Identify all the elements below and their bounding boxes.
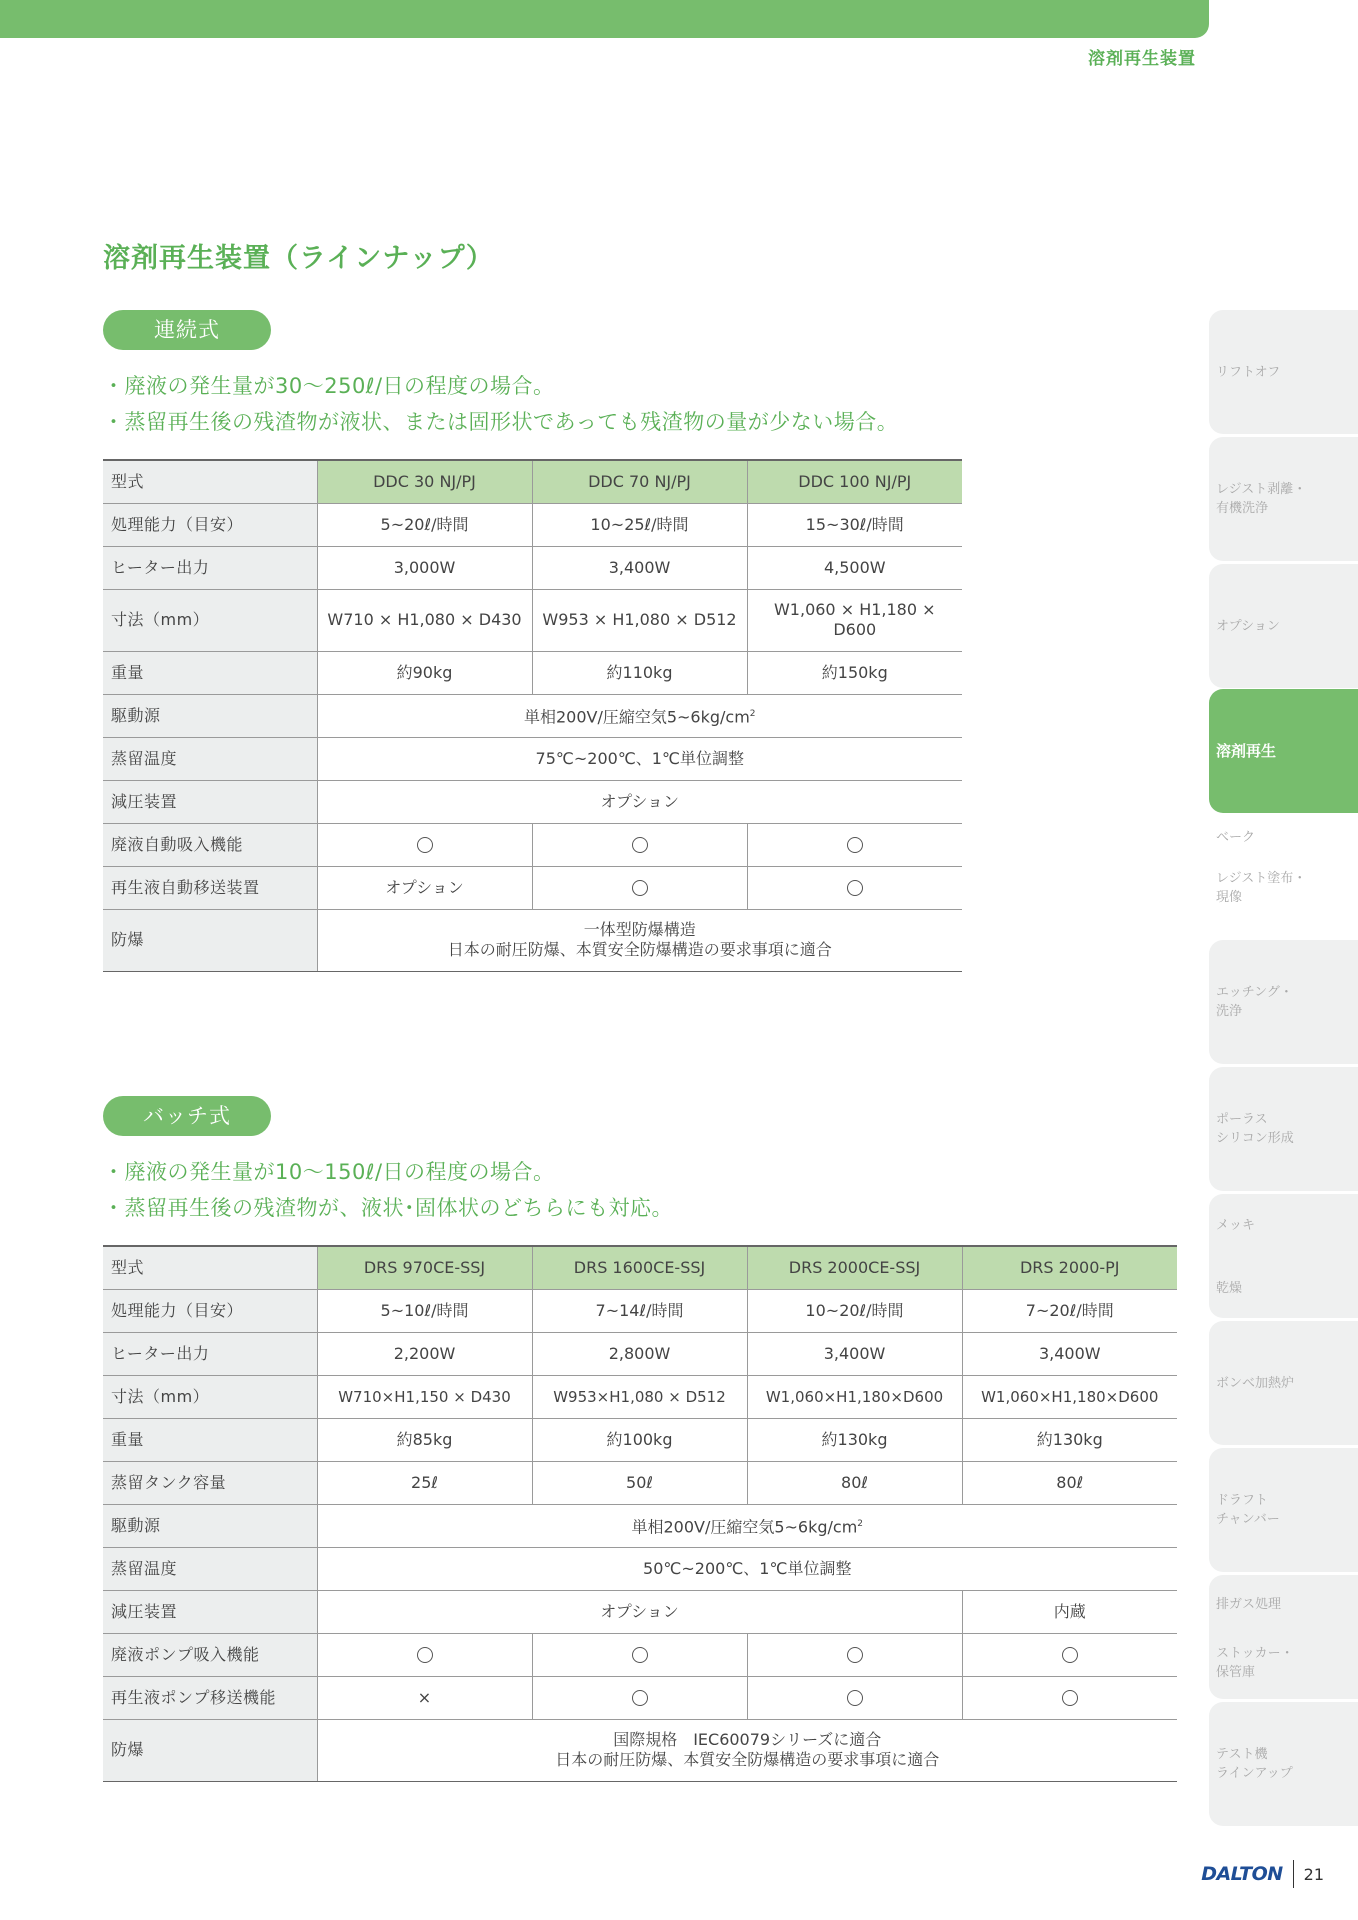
table-row bbox=[103, 1246, 1177, 1289]
model-cell: DRS 2000-PJ bbox=[962, 1246, 1177, 1289]
table-cell bbox=[317, 1633, 532, 1676]
table-row bbox=[103, 1332, 1177, 1375]
side-tab-label: レジスト剥離・ 有機洗浄 bbox=[1216, 482, 1307, 516]
bullet-line: ・廃液の発生量が30～250ℓ/日の程度の場合。 bbox=[103, 374, 555, 398]
table-cell bbox=[532, 1676, 747, 1719]
side-tab-label: オプション bbox=[1216, 618, 1280, 634]
cross-mark: × bbox=[417, 1687, 432, 1707]
footer bbox=[1201, 1860, 1324, 1888]
bullet-line: ・蒸留再生後の残渣物が、液状･固体状のどちらにも対応。 bbox=[103, 1196, 673, 1220]
drive-value: 単相200V/圧縮空気5~6kg/cm bbox=[631, 1517, 858, 1537]
table-cell: 50℃~200℃、1℃単位調整 bbox=[317, 1547, 1177, 1590]
batch-bullets bbox=[103, 1154, 673, 1226]
drive-value: 単相200V/圧縮空気5~6kg/cm bbox=[523, 707, 750, 727]
superscript: 2 bbox=[749, 708, 756, 719]
row-label: 処理能力（目安） bbox=[103, 503, 317, 546]
row-label: 重量 bbox=[103, 651, 317, 694]
row-label: 減圧装置 bbox=[103, 1590, 317, 1633]
table-cell: 約85kg bbox=[317, 1418, 532, 1461]
table-cell: オプション bbox=[317, 1590, 962, 1633]
table-row bbox=[103, 1375, 1177, 1418]
circle-mark bbox=[417, 1647, 433, 1663]
side-tab-resist-strip[interactable] bbox=[1209, 437, 1358, 561]
side-tab-label: 排ガス処理 bbox=[1216, 1597, 1282, 1612]
table-cell: W953×H1,080 × D512 bbox=[532, 1375, 747, 1418]
table-cell: オプション bbox=[317, 780, 962, 823]
table-cell bbox=[962, 1633, 1177, 1676]
batch-spec-table bbox=[103, 1245, 1177, 1782]
model-cell: DRS 2000CE-SSJ bbox=[747, 1246, 962, 1289]
table-cell bbox=[962, 1676, 1177, 1719]
table-cell: 5~20ℓ/時間 bbox=[317, 503, 532, 546]
row-label: ヒーター出力 bbox=[103, 546, 317, 589]
model-cell: DDC 70 NJ/PJ bbox=[532, 460, 747, 503]
side-tab-label: エッチング・ 洗浄 bbox=[1216, 985, 1293, 1019]
table-row bbox=[103, 503, 962, 546]
superscript: 2 bbox=[857, 1518, 864, 1529]
side-tab-label: ドラフト チャンバー bbox=[1216, 1493, 1280, 1527]
row-label: 駆動源 bbox=[103, 1504, 317, 1547]
row-label: 重量 bbox=[103, 1418, 317, 1461]
row-label: 防爆 bbox=[103, 909, 317, 971]
side-tab-label: ポーラス シリコン形成 bbox=[1216, 1112, 1294, 1146]
table-cell: 約150kg bbox=[747, 651, 962, 694]
table-row bbox=[103, 823, 962, 866]
table-row bbox=[103, 1289, 1177, 1332]
circle-mark bbox=[632, 1647, 648, 1663]
side-tab-porous-silicon[interactable] bbox=[1209, 1067, 1358, 1191]
side-tab-resist-coat[interactable] bbox=[1209, 862, 1358, 914]
table-row bbox=[103, 589, 962, 651]
table-cell bbox=[317, 1504, 1177, 1547]
table-cell: W710 × H1,080 × D430 bbox=[317, 589, 532, 651]
row-label: ヒーター出力 bbox=[103, 1332, 317, 1375]
continuous-bullets bbox=[103, 368, 898, 440]
explosion-line: 一体型防爆構造 bbox=[583, 920, 696, 939]
side-tab-plating[interactable] bbox=[1209, 1194, 1358, 1318]
row-label: 蒸留温度 bbox=[103, 1547, 317, 1590]
table-cell: 3,400W bbox=[747, 1332, 962, 1375]
continuous-type-pill: 連続式 bbox=[103, 310, 271, 350]
table-cell: W1,060×H1,180×D600 bbox=[962, 1375, 1177, 1418]
side-tab-bake[interactable] bbox=[1209, 822, 1358, 852]
page-title: 溶剤再生装置（ラインナップ） bbox=[103, 243, 494, 274]
table-cell bbox=[532, 823, 747, 866]
table-cell bbox=[317, 823, 532, 866]
table-row bbox=[103, 1461, 1177, 1504]
table-cell: 7~20ℓ/時間 bbox=[962, 1289, 1177, 1332]
table-cell: 内蔵 bbox=[962, 1590, 1177, 1633]
table-row bbox=[103, 909, 962, 971]
side-tab-solvent-recycle[interactable] bbox=[1209, 689, 1358, 813]
section-label: 溶剤再生装置 bbox=[1088, 49, 1196, 69]
table-cell: 2,800W bbox=[532, 1332, 747, 1375]
bullet-line: ・廃液の発生量が10～150ℓ/日の程度の場合。 bbox=[103, 1160, 555, 1184]
table-row bbox=[103, 651, 962, 694]
table-cell: 50ℓ bbox=[532, 1461, 747, 1504]
side-tab-liftoff[interactable] bbox=[1209, 310, 1358, 434]
table-cell: 4,500W bbox=[747, 546, 962, 589]
table-cell: 約100kg bbox=[532, 1418, 747, 1461]
table-cell bbox=[317, 909, 962, 971]
side-tab-exhaust[interactable] bbox=[1209, 1575, 1358, 1699]
model-cell: DDC 100 NJ/PJ bbox=[747, 460, 962, 503]
table-row bbox=[103, 1633, 1177, 1676]
row-label: 再生液ポンプ移送機能 bbox=[103, 1676, 317, 1719]
batch-type-pill: バッチ式 bbox=[103, 1096, 271, 1136]
side-tab-label: レジスト塗布・ 現像 bbox=[1216, 871, 1307, 905]
side-tab-label: ボンベ加熱炉 bbox=[1216, 1375, 1295, 1391]
table-row bbox=[103, 1719, 1177, 1781]
side-tab-option[interactable] bbox=[1209, 564, 1358, 688]
side-tab-label: 乾燥 bbox=[1216, 1281, 1243, 1296]
side-tab-test-lineup[interactable] bbox=[1209, 1702, 1358, 1826]
explosion-line: 日本の耐圧防爆、本質安全防爆構造の要求事項に適合 bbox=[555, 1750, 940, 1769]
table-cell: 3,400W bbox=[532, 546, 747, 589]
row-label: 蒸留温度 bbox=[103, 737, 317, 780]
table-cell bbox=[747, 866, 962, 909]
circle-mark bbox=[847, 880, 863, 896]
table-row bbox=[103, 737, 962, 780]
side-tab-label: ストッカー・ 保管庫 bbox=[1216, 1646, 1294, 1680]
row-label: 駆動源 bbox=[103, 694, 317, 737]
page-number: 21 bbox=[1303, 1864, 1324, 1884]
side-tab-label: リフトオフ bbox=[1216, 364, 1281, 380]
row-label: 処理能力（目安） bbox=[103, 1289, 317, 1332]
model-cell: DRS 970CE-SSJ bbox=[317, 1246, 532, 1289]
table-row bbox=[103, 1418, 1177, 1461]
table-cell bbox=[747, 1676, 962, 1719]
table-cell: 7~14ℓ/時間 bbox=[532, 1289, 747, 1332]
circle-mark bbox=[1062, 1690, 1078, 1706]
table-cell bbox=[747, 1633, 962, 1676]
side-tab-label: メッキ bbox=[1216, 1218, 1256, 1233]
row-label: 減圧装置 bbox=[103, 780, 317, 823]
table-cell: 3,000W bbox=[317, 546, 532, 589]
model-cell: DDC 30 NJ/PJ bbox=[317, 460, 532, 503]
table-cell: W1,060×H1,180×D600 bbox=[747, 1375, 962, 1418]
row-label: 型式 bbox=[103, 460, 317, 503]
table-cell bbox=[747, 823, 962, 866]
table-row bbox=[103, 1676, 1177, 1719]
table-cell: 2,200W bbox=[317, 1332, 532, 1375]
circle-mark bbox=[417, 837, 433, 853]
table-row bbox=[103, 780, 962, 823]
side-tab-cylinder-heater[interactable] bbox=[1209, 1321, 1358, 1445]
side-tab-draft-chamber[interactable] bbox=[1209, 1448, 1358, 1572]
table-cell: 約90kg bbox=[317, 651, 532, 694]
circle-mark bbox=[847, 1690, 863, 1706]
circle-mark bbox=[847, 837, 863, 853]
row-label: 型式 bbox=[103, 1246, 317, 1289]
table-cell bbox=[317, 1676, 532, 1719]
table-cell: 10~20ℓ/時間 bbox=[747, 1289, 962, 1332]
circle-mark bbox=[1062, 1647, 1078, 1663]
row-label: 廃液ポンプ吸入機能 bbox=[103, 1633, 317, 1676]
row-label: 再生液自動移送装置 bbox=[103, 866, 317, 909]
table-cell bbox=[317, 1719, 1177, 1781]
top-accent-bar bbox=[0, 0, 1209, 38]
row-label: 防爆 bbox=[103, 1719, 317, 1781]
table-cell: 約130kg bbox=[747, 1418, 962, 1461]
circle-mark bbox=[632, 880, 648, 896]
dalton-logo: DALTON bbox=[1201, 1863, 1283, 1885]
explosion-line: 日本の耐圧防爆、本質安全防爆構造の要求事項に適合 bbox=[447, 940, 832, 959]
table-cell: 約110kg bbox=[532, 651, 747, 694]
circle-mark bbox=[847, 1647, 863, 1663]
table-cell: 75℃~200℃、1℃単位調整 bbox=[317, 737, 962, 780]
table-cell bbox=[317, 694, 962, 737]
side-tab-label: ベーク bbox=[1216, 829, 1256, 845]
table-row bbox=[103, 1504, 1177, 1547]
table-cell: W1,060 × H1,180 × D600 bbox=[747, 589, 962, 651]
model-cell: DRS 1600CE-SSJ bbox=[532, 1246, 747, 1289]
table-cell: W710×H1,150 × D430 bbox=[317, 1375, 532, 1418]
continuous-spec-table bbox=[103, 459, 962, 972]
table-cell: 25ℓ bbox=[317, 1461, 532, 1504]
table-cell: W953 × H1,080 × D512 bbox=[532, 589, 747, 651]
table-cell: 80ℓ bbox=[962, 1461, 1177, 1504]
circle-mark bbox=[632, 1690, 648, 1706]
side-tab-etching[interactable] bbox=[1209, 940, 1358, 1064]
row-label: 廃液自動吸入機能 bbox=[103, 823, 317, 866]
table-cell: 約130kg bbox=[962, 1418, 1177, 1461]
row-label: 蒸留タンク容量 bbox=[103, 1461, 317, 1504]
table-cell bbox=[532, 1633, 747, 1676]
table-cell: 5~10ℓ/時間 bbox=[317, 1289, 532, 1332]
table-row bbox=[103, 866, 962, 909]
table-row bbox=[103, 694, 962, 737]
table-row bbox=[103, 460, 962, 503]
table-cell: オプション bbox=[317, 866, 532, 909]
table-row bbox=[103, 546, 962, 589]
row-label: 寸法（mm） bbox=[103, 589, 317, 651]
footer-divider bbox=[1293, 1860, 1294, 1888]
side-tab-label: 溶剤再生 bbox=[1216, 741, 1277, 760]
table-row bbox=[103, 1590, 1177, 1633]
bullet-line: ・蒸留再生後の残渣物が液状、または固形状であっても残渣物の量が少ない場合。 bbox=[103, 410, 899, 434]
circle-mark bbox=[632, 837, 648, 853]
table-row bbox=[103, 1547, 1177, 1590]
row-label: 寸法（mm） bbox=[103, 1375, 317, 1418]
side-tab-label: テスト機 ラインアップ bbox=[1216, 1747, 1293, 1781]
table-cell bbox=[532, 866, 747, 909]
table-cell: 3,400W bbox=[962, 1332, 1177, 1375]
table-cell: 80ℓ bbox=[747, 1461, 962, 1504]
table-cell: 10~25ℓ/時間 bbox=[532, 503, 747, 546]
table-cell: 15~30ℓ/時間 bbox=[747, 503, 962, 546]
explosion-line: 国際規格 IEC60079シリーズに適合 bbox=[613, 1730, 882, 1749]
